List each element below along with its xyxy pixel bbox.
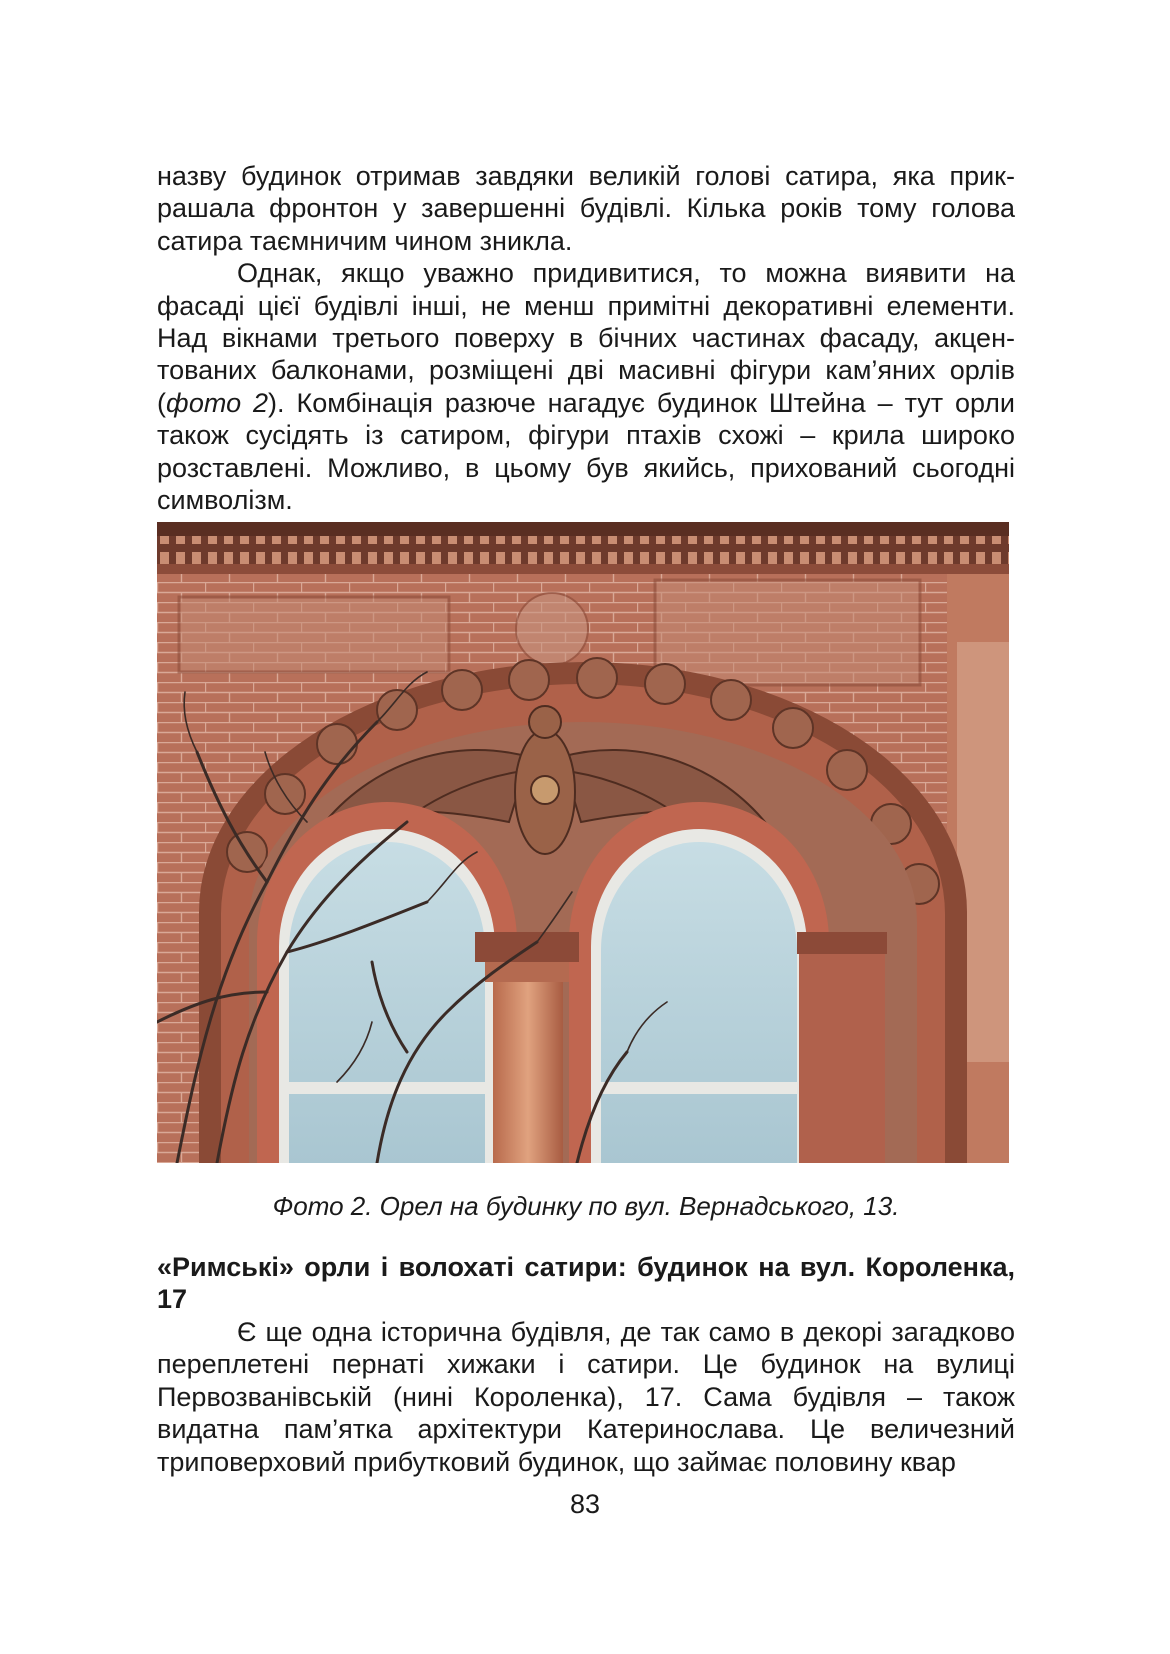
paragraph-2-part-2: ). Комбінація разюче нагадує будинок Штейна – тут орли також сусідять із сатиром, фігури птахів схожі – крила широко розставлені. Можливо, в цьому був якийсь, прихований сьогодні символізм.	[157, 387, 1015, 516]
body-text-bottom	[157, 1316, 1015, 1478]
paragraph-3: Є ще одна історична будівля, де так само в декорі загадково переплетені пернаті хижаки і сатири. Це будинок на вулиці Первозванівській (нині Короленка), 17. Сама будівля – також видатна пам’ятка архітектури Катеринослава. Це величезний триповерховий прибутковий будинок, що займає половину квар	[157, 1317, 1015, 1477]
page-number: 83	[569, 1489, 601, 1519]
paragraph-2-part-1: Однак, якщо уважно придивитися, то можна виявити на фасаді цієї будівлі інші, не менш примітні декоративні елементи. Над вікнами третього поверху в бічних частинах фасаду, акцентованих балконами, розміщені дві масивні фігури кам’яних орлів (	[157, 258, 1015, 418]
body-text-top	[157, 160, 1015, 516]
section-heading: «Римські» орли і волохаті сатири: будинок на вул. Короленка, 17	[157, 1252, 1015, 1315]
photo-illustration	[157, 522, 1009, 1163]
paragraph-2	[157, 257, 1015, 516]
paragraph-1: назву будинок отримав завдяки великій голові сатира, яка прикрашала фронтон у завершенні будівлі. Кілька років тому голова сатира таємничим чином зникла.	[157, 161, 1015, 256]
photo-eagle-facade	[157, 522, 1009, 1163]
photo-caption: Фото 2. Орел на будинку по вул. Вернадського, 13.	[272, 1191, 900, 1221]
photo-reference: фото 2	[166, 387, 269, 418]
